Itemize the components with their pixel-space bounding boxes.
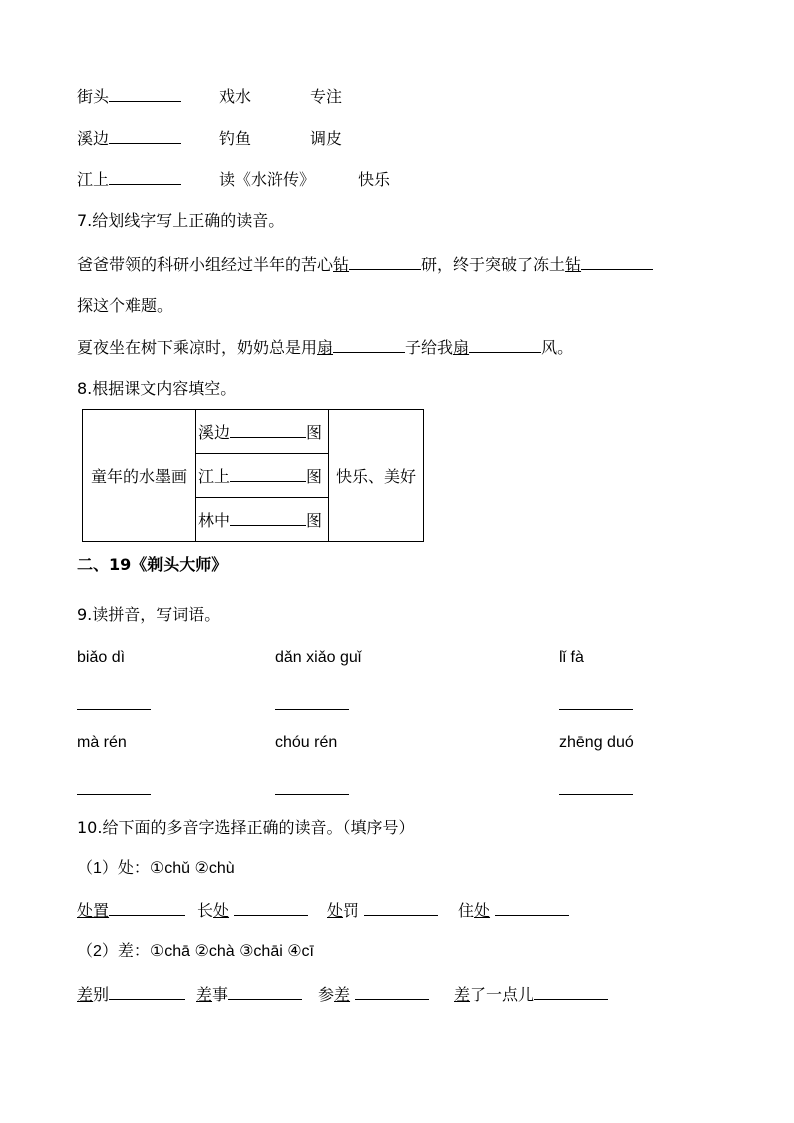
answer-blank[interactable] — [230, 510, 306, 526]
text: 参 — [318, 985, 335, 1004]
text: 长 — [197, 901, 214, 920]
word-2 — [197, 900, 308, 922]
q10-title: 10.给下面的多音字选择正确的读音。（填序号） — [77, 818, 415, 837]
word-1 — [77, 900, 185, 922]
text: 林中 — [198, 511, 231, 530]
q6-row-1 — [77, 86, 181, 108]
answer-blank[interactable] — [581, 254, 653, 270]
q7-line-2: 探这个难题。 — [77, 296, 174, 315]
underlined-char: 扇 — [317, 338, 334, 357]
underlined-char: 差 — [334, 985, 351, 1004]
text: 江上 — [198, 467, 231, 486]
answer-blank[interactable] — [495, 900, 569, 916]
place: 江上 — [77, 170, 110, 189]
underlined-char: 钻 — [333, 255, 350, 274]
pinyin-1: biǎo dì — [77, 649, 126, 666]
q10-part2-label: （2）差：①chā ②chà ③chāi ④cī — [77, 943, 315, 960]
answer-blank[interactable] — [109, 128, 181, 144]
text: 了一点儿 — [470, 985, 535, 1004]
q7-line-3 — [77, 337, 573, 359]
section-heading: 二、19《剃头大师》 — [77, 555, 228, 574]
text: 住 — [458, 901, 475, 920]
word-4 — [458, 900, 569, 922]
text: 爸爸带领的科研小组经过半年的苦心 — [77, 255, 334, 274]
answer-blank[interactable] — [559, 694, 633, 710]
underlined-char: 处 — [213, 901, 230, 920]
q6-row-2-b: 调皮 — [310, 129, 343, 148]
word-7 — [318, 984, 429, 1006]
underlined-char: 差 — [196, 985, 213, 1004]
q9-title: 9.读拼音，写词语。 — [77, 605, 221, 624]
answer-blank[interactable] — [275, 694, 349, 710]
underlined-char: 处 — [474, 901, 491, 920]
answer-blank[interactable] — [230, 422, 306, 438]
q6-row-1-b: 专注 — [310, 87, 343, 106]
answer-blank[interactable] — [355, 984, 429, 1000]
q7-line-1 — [77, 254, 653, 276]
answer-blank[interactable] — [534, 984, 608, 1000]
pinyin-3: lǐ fà — [559, 649, 584, 666]
answer-blank[interactable] — [77, 779, 151, 795]
table-right-cell: 快乐、美好 — [329, 410, 424, 542]
answer-blank[interactable] — [349, 254, 421, 270]
table-row — [196, 454, 329, 498]
q6-row-2-a: 钓鱼 — [219, 129, 252, 148]
text: 事 — [212, 985, 229, 1004]
underlined-char: 扇 — [453, 338, 470, 357]
text: 研，终于突破了冻土 — [421, 255, 566, 274]
text: 图 — [306, 467, 323, 486]
text: 子给我 — [405, 338, 454, 357]
q6-row-3 — [77, 169, 181, 191]
q6-row-2 — [77, 128, 181, 150]
q10-part1-label: （1）处：①chǔ ②chù — [77, 860, 235, 877]
text: 图 — [306, 423, 323, 442]
pinyin-5: chóu rén — [275, 734, 338, 751]
answer-blank[interactable] — [234, 900, 308, 916]
fill-table — [82, 409, 424, 542]
underlined-char: 处 — [327, 901, 344, 920]
text: 风。 — [541, 338, 574, 357]
word-5 — [77, 984, 185, 1006]
q8-title: 8.根据课文内容填空。 — [77, 379, 237, 398]
answer-blank[interactable] — [109, 984, 185, 1000]
answer-blank[interactable] — [109, 900, 185, 916]
text: 别 — [93, 985, 110, 1004]
underlined-char: 钻 — [565, 255, 582, 274]
answer-blank[interactable] — [333, 337, 405, 353]
place: 溪边 — [77, 129, 110, 148]
underlined-char: 处 — [77, 901, 94, 920]
text: 溪边 — [198, 423, 231, 442]
word-8 — [454, 984, 608, 1006]
q7-title: 7.给划线字写上正确的读音。 — [77, 211, 285, 230]
answer-blank[interactable] — [77, 694, 151, 710]
answer-blank[interactable] — [275, 779, 349, 795]
pinyin-2: dǎn xiǎo guǐ — [275, 649, 362, 666]
underlined-char: 差 — [77, 985, 94, 1004]
word-3 — [327, 900, 438, 922]
place: 街头 — [77, 87, 110, 106]
word-6 — [196, 984, 302, 1006]
pinyin-4: mà rén — [77, 734, 127, 751]
answer-blank[interactable] — [469, 337, 541, 353]
answer-blank[interactable] — [228, 984, 302, 1000]
answer-blank[interactable] — [230, 466, 306, 482]
pinyin-6: zhēng duó — [559, 734, 634, 751]
table-left-cell: 童年的水墨画 — [83, 410, 196, 542]
text: 罚 — [343, 901, 360, 920]
text: 置 — [93, 901, 110, 920]
answer-blank[interactable] — [109, 86, 181, 102]
answer-blank[interactable] — [559, 779, 633, 795]
answer-blank[interactable] — [364, 900, 438, 916]
table-row — [196, 498, 329, 542]
q6-row-1-a: 戏水 — [219, 87, 252, 106]
q6-row-3-a: 读《水浒传》 — [219, 170, 316, 189]
answer-blank[interactable] — [109, 169, 181, 185]
q6-row-3-b: 快乐 — [358, 170, 391, 189]
underlined-char: 差 — [454, 985, 471, 1004]
table-row — [196, 410, 329, 454]
text: 夏夜坐在树下乘凉时，奶奶总是用 — [77, 338, 318, 357]
text: 图 — [306, 511, 323, 530]
